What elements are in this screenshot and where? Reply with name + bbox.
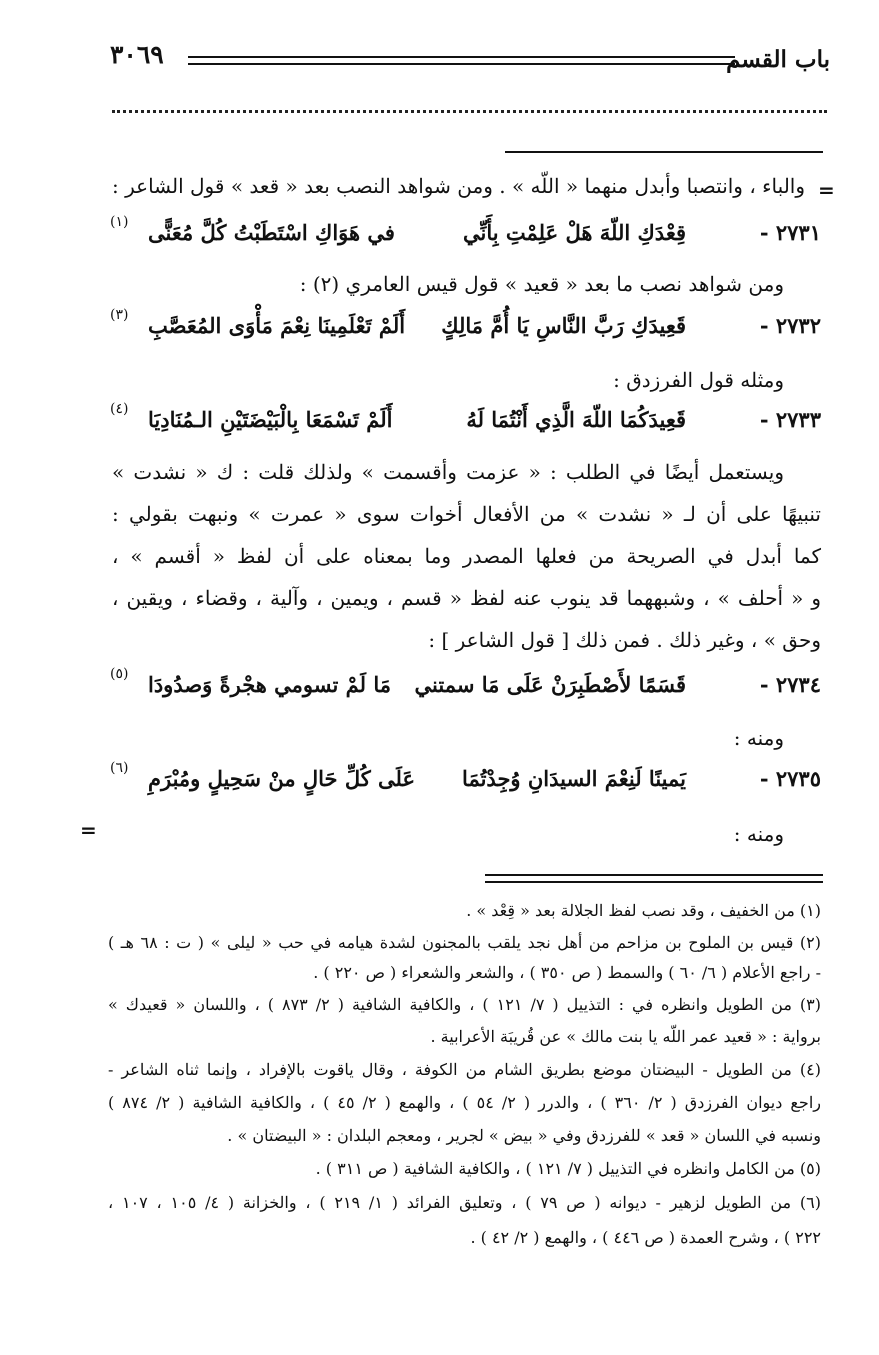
footnote-2-cont: - راجع الأعلام ( ٦/ ٦٠ ) والسمط ( ص ٣٥٠ ) ، والشعر والشعراء ( ص ٢٢٠ ) . xyxy=(313,963,821,982)
verse-second-hemistich: أَلَمْ تَعْلَمِينَا نِعْمَ مَأْوَى المُعَصَّبِ xyxy=(148,313,406,338)
verse-second-hemistich: في هَوَاكِ اسْتَطَبْتُ كُلَّ مُعَنًّى xyxy=(148,220,395,245)
verse-number: ٢٧٣٣ - xyxy=(759,407,821,432)
verse-first-hemistich: قَعِيدَكِ رَبَّ النَّاسِ يَا أُمَّ مَالِكٍ xyxy=(441,313,686,338)
body-line: كما أبدل في الصريحة من فعلها المصدر وما بمعناه على أن لفظ « أقسم » ، xyxy=(112,544,821,568)
verse-2734 xyxy=(110,666,821,704)
footnote-5: (٥) من الكامل وانظره في التذييل ( ٧/ ١٢١ ) ، والكافية الشافية ( ص ٣١١ ) . xyxy=(315,1159,821,1178)
body-line: تنبيهًا على أن لـ « نشدت » من الأفعال أخوات سوى « عمرت » ونبهت بقولي : xyxy=(112,502,821,526)
verse-second-hemistich: أَلَمْ تَسْمَعَا بِالْبَيْضَتَيْنِ الـمُنَادِيَا xyxy=(148,407,393,432)
body-line: ومنه : xyxy=(733,726,784,750)
body-line: ومن شواهد نصب ما بعد « قعيد » قول قيس العامري (٢) : xyxy=(299,272,784,296)
footnote-ref: (٥) xyxy=(110,666,129,682)
verse-number: ٢٧٣٥ - xyxy=(759,766,821,791)
running-title: باب القسم xyxy=(726,46,830,73)
footnote-1: (١) من الخفيف ، وقد نصب لفظ الجلالة بعد « قِعْد » . xyxy=(466,901,821,920)
footnote-2: (٢) قيس بن الملوح بن مزاحم من أهل نجد يلقب بالمجنون لشدة هيامه في حب « ليلى » ( ت : ٦٨ هـ ) xyxy=(108,933,821,952)
verse-second-hemistich: عَلَى كُلِّ حَالٍ منْ سَحِيلٍ ومُبْرَمِ xyxy=(148,766,416,791)
footnote-separator xyxy=(485,874,823,883)
verse-2731 xyxy=(110,214,821,252)
verse-2732 xyxy=(110,307,821,345)
body-line: و « أحلف » ، وشبههما قد ينوب عنه لفظ « قسم ، ويمين ، وآلية ، وقضاء ، ويقين ، xyxy=(112,586,821,610)
continuation-mark-bottom: = xyxy=(80,818,97,842)
footnote-ref: (٤) xyxy=(110,401,129,417)
footnote-3: (٣) من الطويل وانظره في : التذييل ( ٧/ ١٢١ ) ، والكافية الشافية ( ٢/ ٨٧٣ ) ، واللسان « قعيدك » xyxy=(108,995,822,1014)
footnote-ref: (١) xyxy=(110,214,129,230)
footnote-6: (٦) من الطويل لزهير - ديوانه ( ص ٧٩ ) ، وتعليق الفرائد ( ١/ ٢١٩ ) ، والخزانة ( ٤/ ١٠٥ ، ١٠٧ ، xyxy=(108,1193,821,1212)
dotted-separator xyxy=(112,110,827,117)
footnote-6-cont: ٢٢٢ ) ، وشرح العمدة ( ص ٤٤٦ ) ، والهمع ( ٢/ ٤٢ ) . xyxy=(470,1228,821,1247)
verse-2733 xyxy=(110,401,821,439)
footnote-3-cont: برواية : « قعيد عمر اللّه يا بنت مالك » عن قُريبَة الأعرابية . xyxy=(430,1027,821,1046)
verse-second-hemistich: مَا لَمْ تسومي هجْرةً وَصدُودَا xyxy=(148,672,391,697)
verse-first-hemistich: قِعْدَكِ اللّهَ هَلْ عَلِمْتِ بِأَنِّي xyxy=(462,220,686,245)
body-line: ومنه : xyxy=(733,822,784,846)
verse-number: ٢٧٣٤ - xyxy=(759,672,821,697)
verse-first-hemistich: يَمينًا لَنِعْمَ السيدَانِ وُجِدْتُمَا xyxy=(462,766,686,791)
verse-first-hemistich: قَعِيدَكُمَا اللّهَ الَّذِي أَنْتُمَا لَهُ xyxy=(466,407,686,432)
verse-2735 xyxy=(110,760,821,798)
footnote-ref: (٣) xyxy=(110,307,129,323)
body-line: والباء ، وانتصبا وأبدل منهما « اللّه » . ومن شواهد النصب بعد « قعد » قول الشاعر : xyxy=(112,174,805,198)
section-rule xyxy=(505,151,823,153)
footnote-4-cont: راجع ديوان الفرزدق ( ٢/ ٣٦٠ ) ، والدرر ( ٢/ ٥٤ ) ، والهمع ( ٢/ ٤٥ ) ، والكافية الشافية ( ٢/ ٨٧٤ ) xyxy=(108,1093,821,1112)
verse-number: ٢٧٣١ - xyxy=(759,220,821,245)
continuation-mark-top: = xyxy=(818,178,835,202)
page-number: ٣٠٦٩ xyxy=(110,40,164,69)
footnote-ref: (٦) xyxy=(110,760,129,776)
body-line: وحق » ، وغير ذلك . فمن ذلك [ قول الشاعر ] : xyxy=(428,628,821,652)
body-line: ويستعمل أيضًا في الطلب : « عزمت وأقسمت » ولذلك قلت : ك « نشدت » xyxy=(112,460,784,484)
body-line: ومثله قول الفرزدق : xyxy=(613,368,784,392)
page-header xyxy=(110,36,830,76)
header-rule xyxy=(188,56,735,65)
verse-first-hemistich: قَسَمًا لأَصْطَبِرَنْ عَلَى مَا سمتني xyxy=(414,672,686,697)
footnote-4: (٤) من الطويل - البيضتان موضع بطريق الشام من الكوفة ، وقال ياقوت بالإفراد ، وإنما ثناه الشاعر - xyxy=(108,1060,821,1079)
verse-number: ٢٧٣٢ - xyxy=(759,313,821,338)
footnote-4-cont: ونسبه في اللسان « قعد » للفرزدق وفي « بيض » لجرير ، ومعجم البلدان : « البيضتان » . xyxy=(227,1126,821,1145)
